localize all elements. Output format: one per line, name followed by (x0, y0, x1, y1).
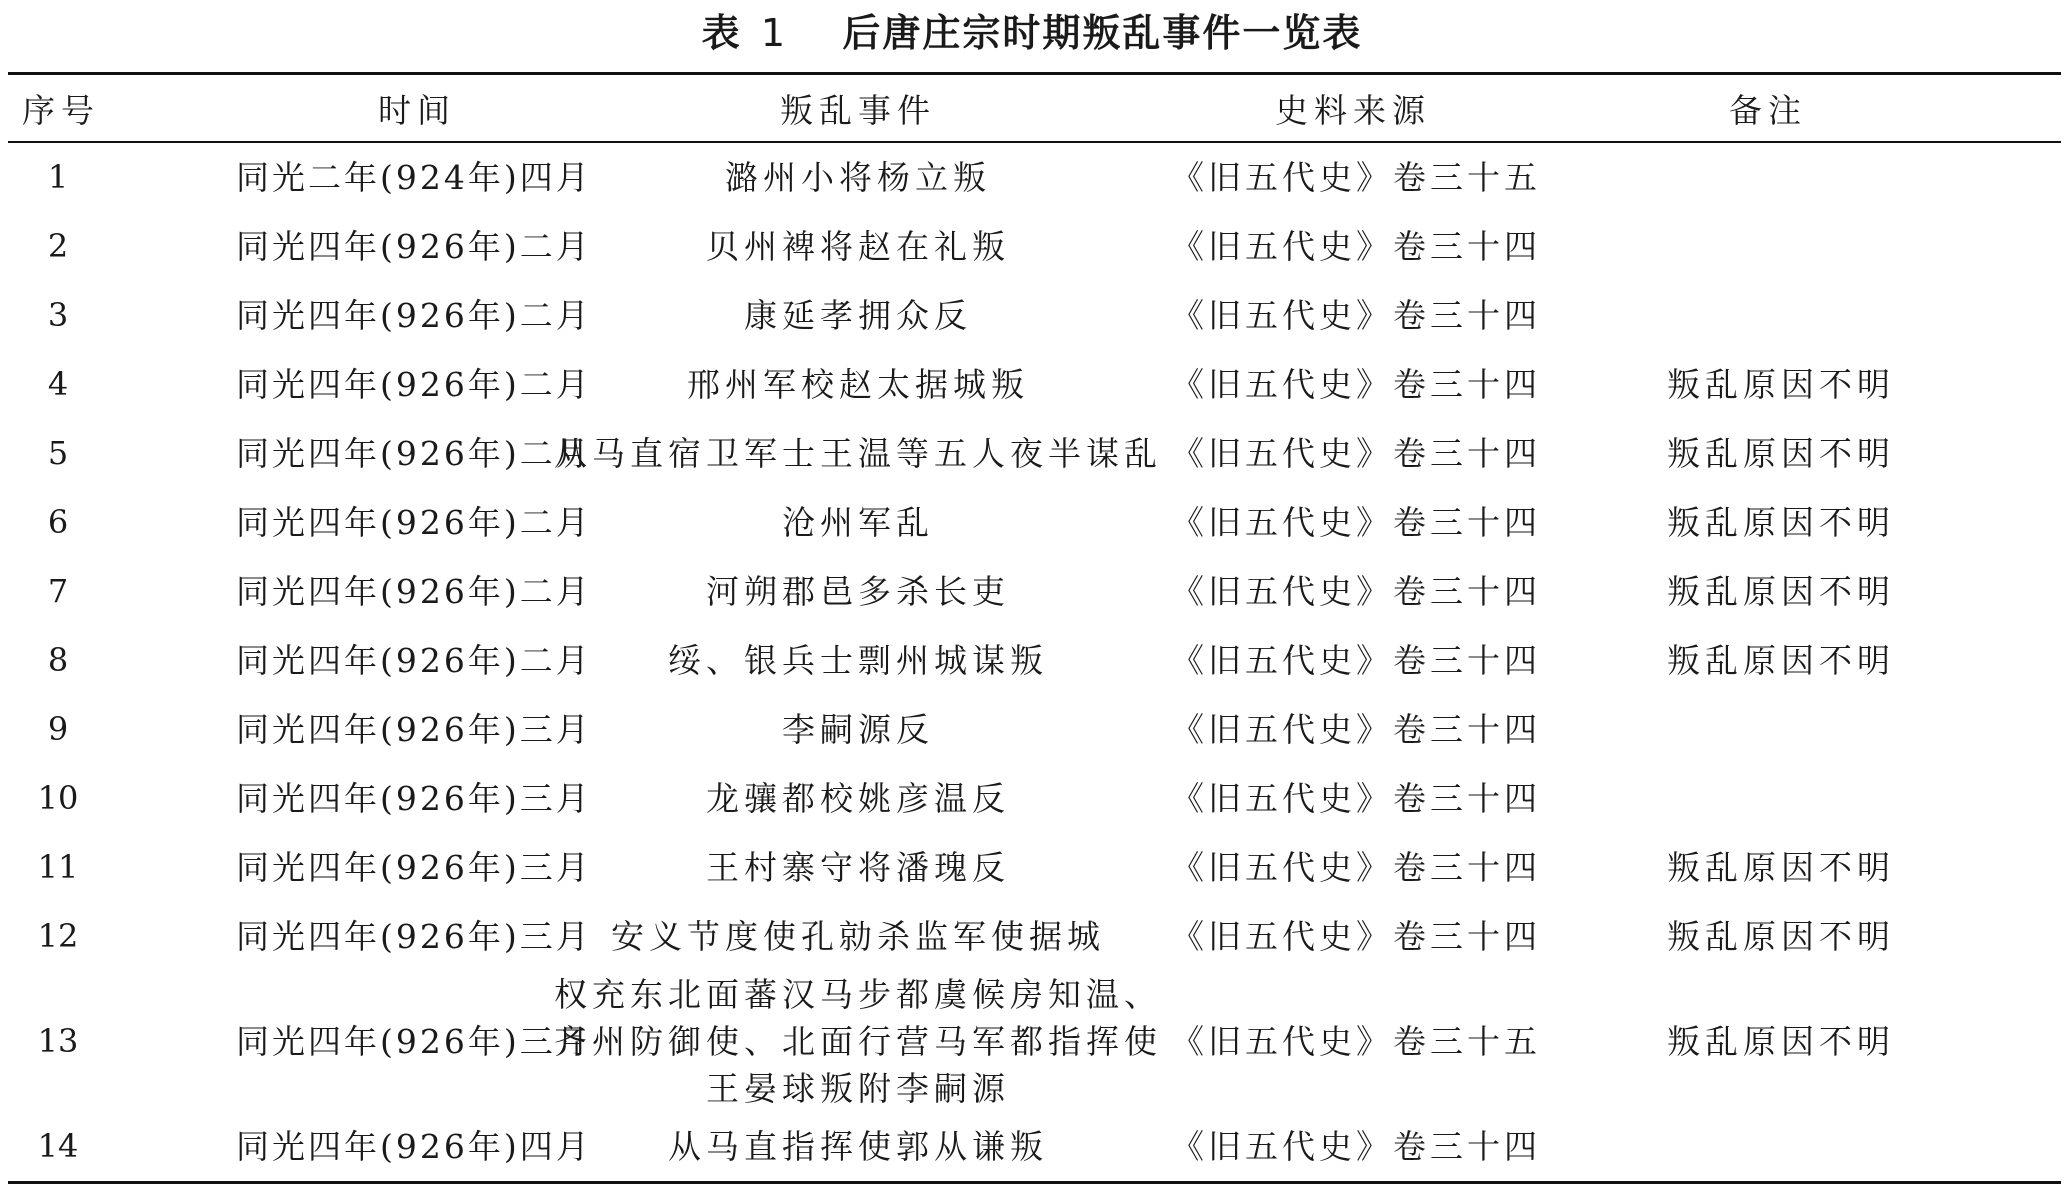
cell-event: 绥、银兵士剽州城谋叛 (668, 641, 1048, 680)
cell-event: 康延孝拥众反 (744, 296, 972, 335)
header-row (8, 74, 2061, 143)
cell-time: 同光四年(926年)三月 (236, 779, 592, 818)
table-row (8, 695, 2061, 764)
cell-note: 叛乱原因不明 (1667, 641, 1895, 680)
cell-source: 《旧五代史》卷三十五 (1171, 1022, 1541, 1061)
cell-source: 《旧五代史》卷三十四 (1171, 917, 1541, 956)
cell-note: 叛乱原因不明 (1667, 434, 1895, 473)
cell-source: 《旧五代史》卷三十四 (1171, 848, 1541, 887)
cell-index: 5 (47, 434, 69, 472)
cell-source: 《旧五代史》卷三十五 (1171, 158, 1541, 197)
column-header-time: 时间 (378, 90, 456, 130)
cell-time: 同光二年(924年)四月 (236, 158, 592, 197)
cell-time: 同光四年(926年)二月 (236, 572, 592, 611)
table-title-number: 1 (760, 11, 788, 55)
cell-event: 沧州军乱 (782, 503, 934, 542)
table-row (8, 971, 2061, 1112)
table-title-text: 后唐庄宗时期叛乱事件一览表 (842, 11, 1363, 55)
cell-index: 8 (47, 641, 69, 679)
cell-time: 同光四年(926年)四月 (236, 1127, 592, 1166)
cell-event: 权充东北面蕃汉马步都虞候房知温、齐州防御使、北面行营马军都指挥使王晏球叛附李嗣源 (554, 975, 1162, 1108)
cell-note: 叛乱原因不明 (1667, 1022, 1895, 1061)
table-title-prefix: 表 (701, 11, 742, 55)
cell-index: 3 (47, 296, 69, 334)
cell-source: 《旧五代史》卷三十四 (1171, 365, 1541, 404)
cell-time: 同光四年(926年)二月 (236, 227, 592, 266)
table-title (0, 6, 2064, 60)
column-header-source: 史料来源 (1275, 90, 1431, 130)
cell-time: 同光四年(926年)三月 (236, 917, 592, 956)
cell-source: 《旧五代史》卷三十四 (1171, 710, 1541, 749)
cell-time: 同光四年(926年)三月 (236, 1022, 592, 1061)
cell-source: 《旧五代史》卷三十四 (1171, 503, 1541, 542)
table-row (8, 488, 2061, 557)
cell-event: 从马直指挥使郭从谦叛 (668, 1127, 1048, 1166)
cell-time: 同光四年(926年)二月 (236, 365, 592, 404)
table-row (8, 419, 2061, 488)
cell-note: 叛乱原因不明 (1667, 572, 1895, 611)
cell-note: 叛乱原因不明 (1667, 917, 1895, 956)
cell-index: 9 (47, 710, 69, 748)
cell-index: 10 (37, 779, 79, 817)
cell-source: 《旧五代史》卷三十四 (1171, 434, 1541, 473)
cell-time: 同光四年(926年)二月 (236, 503, 592, 542)
cell-event: 贝州裨将赵在礼叛 (706, 227, 1010, 266)
cell-source: 《旧五代史》卷三十四 (1171, 1127, 1541, 1166)
rebellion-table (8, 72, 2061, 1184)
cell-note (1651, 142, 2061, 212)
cell-note (1651, 1112, 2061, 1183)
table-row (8, 902, 2061, 971)
cell-event: 李嗣源反 (782, 710, 934, 749)
cell-time: 同光四年(926年)二月 (236, 434, 592, 473)
cell-note (1651, 695, 2061, 764)
cell-index: 14 (37, 1127, 79, 1165)
cell-event: 邢州军校赵太据城叛 (687, 365, 1029, 404)
cell-source: 《旧五代史》卷三十四 (1171, 641, 1541, 680)
cell-event: 河朔郡邑多杀长吏 (706, 572, 1010, 611)
cell-note: 叛乱原因不明 (1667, 848, 1895, 887)
cell-event: 安义节度使孔勍杀监军使据城 (611, 917, 1105, 956)
cell-time: 同光四年(926年)三月 (236, 710, 592, 749)
cell-note (1651, 764, 2061, 833)
table-row (8, 833, 2061, 902)
cell-note (1651, 212, 2061, 281)
cell-source: 《旧五代史》卷三十四 (1171, 227, 1541, 266)
column-header-index: 序号 (22, 90, 100, 130)
column-header-note: 备注 (1729, 90, 1807, 130)
cell-index: 6 (47, 503, 69, 541)
column-header-event: 叛乱事件 (780, 90, 936, 130)
cell-note: 叛乱原因不明 (1667, 365, 1895, 404)
cell-index: 1 (47, 158, 69, 196)
table-row (8, 350, 2061, 419)
cell-index: 4 (47, 365, 69, 403)
table-row (8, 764, 2061, 833)
table-row (8, 626, 2061, 695)
cell-index: 2 (47, 227, 69, 265)
cell-note (1651, 281, 2061, 350)
table-row (8, 212, 2061, 281)
cell-event: 潞州小将杨立叛 (725, 158, 991, 197)
cell-index: 7 (47, 572, 69, 610)
table-row (8, 1112, 2061, 1183)
cell-source: 《旧五代史》卷三十四 (1171, 779, 1541, 818)
cell-index: 12 (37, 917, 79, 955)
cell-note: 叛乱原因不明 (1667, 503, 1895, 542)
cell-index: 13 (37, 1022, 79, 1060)
cell-time: 同光四年(926年)三月 (236, 848, 592, 887)
cell-event: 龙骧都校姚彦温反 (706, 779, 1010, 818)
table-row (8, 557, 2061, 626)
cell-source: 《旧五代史》卷三十四 (1171, 572, 1541, 611)
table-header (8, 74, 2061, 143)
cell-event: 王村寨守将潘瑰反 (706, 848, 1010, 887)
rebellion-table-container (8, 72, 2061, 1184)
cell-index: 11 (37, 848, 79, 886)
cell-event: 从马直宿卫军士王温等五人夜半谋乱 (554, 434, 1162, 473)
table-row (8, 142, 2061, 212)
cell-time: 同光四年(926年)二月 (236, 641, 592, 680)
cell-time: 同光四年(926年)二月 (236, 296, 592, 335)
cell-source: 《旧五代史》卷三十四 (1171, 296, 1541, 335)
table-row (8, 281, 2061, 350)
table-body (8, 142, 2061, 1183)
